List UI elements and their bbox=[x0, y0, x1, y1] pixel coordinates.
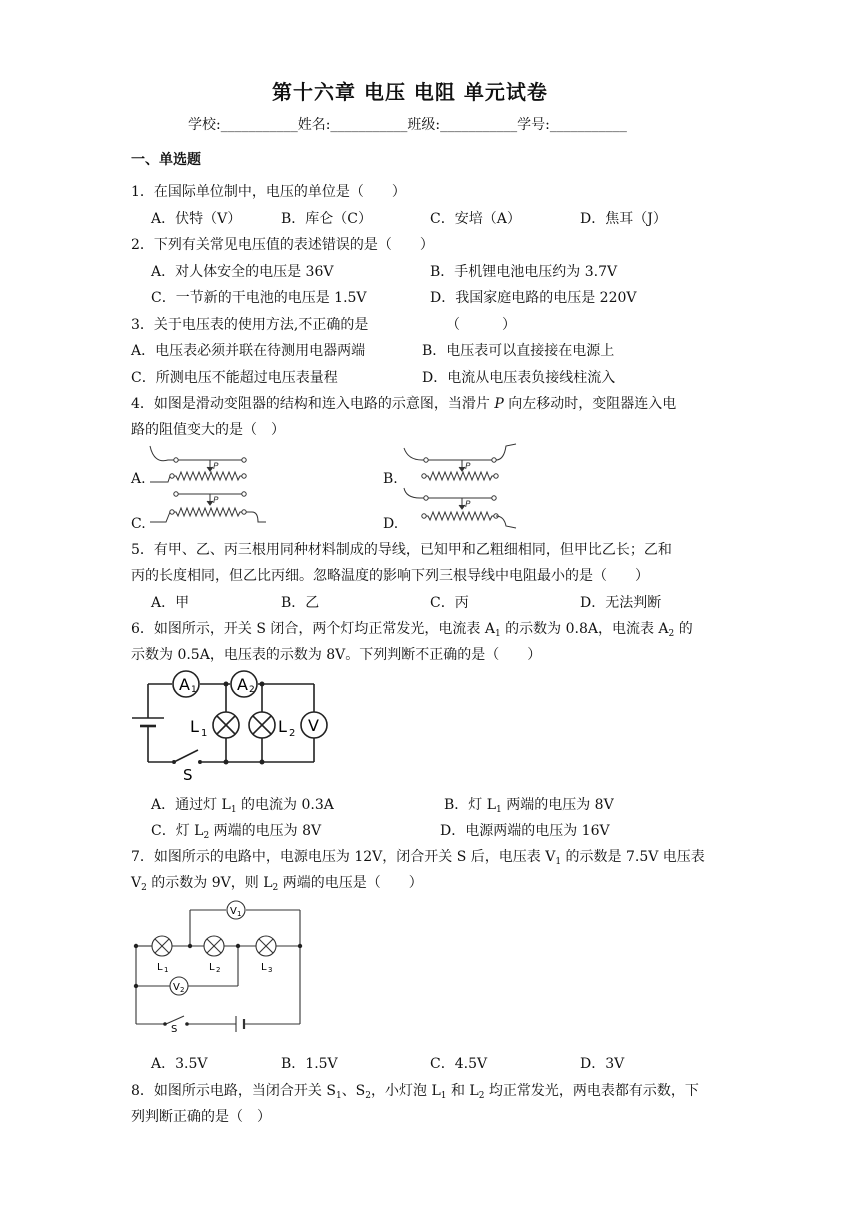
question-3-stem: 3．关于电压表的使用方法,不正确的是 bbox=[131, 317, 369, 333]
question-7-stem-line2 bbox=[131, 872, 423, 893]
question-6-option-d: D．电源两端的电压为 16V bbox=[440, 823, 610, 839]
q8-sub-3: 1 bbox=[440, 1091, 447, 1101]
ammeter-a2-label: A bbox=[237, 675, 248, 694]
q6-sub-1: 1 bbox=[494, 629, 501, 639]
question-4-stem-part1: 4．如图是滑动变阻器的结构和连入电路的示意图，当滑片 bbox=[131, 396, 495, 412]
q7-text-part2: 的示数是 7.5V 电压表 bbox=[561, 849, 705, 865]
question-1-option-a: A．伏特（V） bbox=[151, 211, 242, 227]
lamp-l2-label: L bbox=[278, 717, 287, 736]
question-4-stem-line1 bbox=[131, 393, 676, 413]
rheostat-diagram-c bbox=[148, 488, 268, 532]
lamp-l1-label: L bbox=[157, 962, 163, 973]
question-7-option-b: B．1.5V bbox=[281, 1056, 338, 1072]
question-1-option-d: D．焦耳（J） bbox=[580, 211, 667, 227]
question-8-stem-line2: 列判断正确的是（ ） bbox=[131, 1109, 271, 1125]
question-4-option-c-label: C. bbox=[131, 516, 146, 532]
question-7-option-a: A．3.5V bbox=[151, 1056, 208, 1072]
question-3-option-b: B．电压表可以直接接在电源上 bbox=[422, 343, 615, 359]
slider-p-label: P bbox=[465, 462, 471, 472]
question-3-option-d: D．电流从电压表负接线柱流入 bbox=[422, 370, 616, 386]
question-7-option-c: C．4.5V bbox=[430, 1056, 488, 1072]
lamp-l2-sub: 2 bbox=[289, 728, 296, 739]
question-5-option-b: B．乙 bbox=[281, 595, 320, 611]
question-2-stem: 2．下列有关常见电压值的表述错误的是（ ） bbox=[131, 237, 434, 253]
rheostat-diagram-b bbox=[400, 438, 520, 488]
question-1-option-b: B．库仑（C） bbox=[281, 211, 372, 227]
ammeter-a1-label: A bbox=[179, 675, 190, 694]
question-6-stem-line2: 示数为 0.5A，电压表的示数为 8V。下列判断不正确的是（ ） bbox=[131, 647, 542, 663]
q7-text-part5: 两端的电压是（ ） bbox=[278, 875, 423, 891]
q6-opt-a-part2: 的电流为 0.3A bbox=[236, 797, 334, 813]
question-2-option-d: D．我国家庭电路的电压是 220V bbox=[430, 290, 637, 306]
question-8-stem-line1 bbox=[131, 1080, 699, 1101]
q8-text-part1: 8．如图所示电路，当闭合开关 S bbox=[131, 1083, 336, 1099]
question-2-option-a: A．对人体安全的电压是 36V bbox=[151, 264, 334, 280]
student-info-line: 学校:___________姓名:___________班级:___________学号:___________ bbox=[188, 117, 627, 133]
q6-opt-a-sub: 1 bbox=[230, 805, 237, 815]
q6-sub-2: 2 bbox=[668, 629, 675, 639]
question-4-stem-part2: 向左移动时，变阻器连入电 bbox=[503, 396, 677, 412]
question-6-option-a bbox=[151, 794, 334, 815]
q8-sub-4: 2 bbox=[478, 1091, 485, 1101]
rheostat-diagram-d bbox=[400, 486, 520, 532]
q6-opt-c-sub: 2 bbox=[203, 831, 210, 841]
q8-text-part2: 、S bbox=[341, 1083, 366, 1099]
question-1-stem: 1．在国际单位制中，电压的单位是（ ） bbox=[131, 184, 406, 200]
q6-opt-b-part1: B．灯 L bbox=[444, 797, 497, 813]
voltmeter-label: V bbox=[308, 716, 319, 735]
voltmeter-v2-label: V bbox=[173, 982, 180, 993]
q7-circuit-diagram bbox=[128, 898, 308, 1032]
question-3-answer-paren: （ ） bbox=[446, 317, 516, 333]
q6-text-part1: 6．如图所示，开关 S 闭合，两个灯均正常发光，电流表 A bbox=[131, 621, 495, 637]
q6-text-part2: 的示数为 0.8A，电流表 A bbox=[500, 621, 669, 637]
question-4-option-a-label: A. bbox=[131, 471, 146, 487]
q7-text-part3: V bbox=[131, 875, 142, 891]
question-5-stem-line2: 丙的长度相同，但乙比丙细。忽略温度的影响下列三根导线中电阻最小的是（ ） bbox=[131, 568, 649, 584]
switch-s-label: S bbox=[183, 766, 193, 784]
voltmeter-v2-sub: 2 bbox=[180, 986, 185, 994]
q7-sub-1: 1 bbox=[555, 857, 562, 867]
q6-text-part3: 的 bbox=[674, 621, 693, 637]
slider-p-label: P bbox=[213, 462, 219, 472]
q6-opt-c-part1: C．灯 L bbox=[151, 823, 204, 839]
q7-text-part4: 的示数为 9V，则 L bbox=[146, 875, 273, 891]
q8-text-part4: 和 L bbox=[446, 1083, 479, 1099]
voltmeter-v1-sub: 1 bbox=[237, 910, 242, 918]
question-6-option-b bbox=[444, 794, 614, 815]
question-4-option-d-label: D. bbox=[383, 516, 399, 532]
q7-sub-2: 2 bbox=[141, 883, 147, 893]
ammeter-a2-sub: 2 bbox=[249, 685, 255, 695]
q7-text-part1: 7．如图所示的电路中，电源电压为 12V，闭合开关 S 后，电压表 V bbox=[131, 849, 556, 865]
lamp-l3-label: L bbox=[261, 962, 267, 973]
question-3-option-a: A．电压表必须并联在待测用电器两端 bbox=[131, 343, 366, 359]
question-5-option-a: A．甲 bbox=[151, 595, 190, 611]
section-title: 一、单选题 bbox=[131, 152, 201, 168]
slider-p-label: P bbox=[465, 500, 471, 510]
question-3-option-c: C．所测电压不能超过电压表量程 bbox=[131, 370, 338, 386]
question-7-stem-line1 bbox=[131, 846, 705, 867]
lamp-l1-sub: 1 bbox=[164, 966, 169, 974]
q6-opt-b-part2: 两端的电压为 8V bbox=[501, 797, 614, 813]
q6-opt-a-part1: A．通过灯 L bbox=[151, 797, 231, 813]
q6-opt-c-part2: 两端的电压为 8V bbox=[209, 823, 322, 839]
ammeter-a1-sub: 1 bbox=[191, 685, 197, 695]
q8-sub-2: 2 bbox=[365, 1091, 372, 1101]
question-1-option-c: C．安培（A） bbox=[430, 211, 521, 227]
rheostat-diagram-a bbox=[148, 442, 268, 488]
q8-text-part5: 均正常发光，两电表都有示数，下 bbox=[484, 1083, 699, 1099]
question-5-option-c: C．丙 bbox=[430, 595, 469, 611]
question-4-option-b-label: B. bbox=[383, 471, 398, 487]
q8-sub-1: 1 bbox=[335, 1091, 342, 1101]
voltmeter-v1-label: V bbox=[230, 906, 237, 917]
question-6-option-c bbox=[151, 820, 321, 841]
question-2-option-c: C．一节新的干电池的电压是 1.5V bbox=[151, 290, 367, 306]
lamp-l2-label: L bbox=[209, 962, 215, 973]
slider-p-label: P bbox=[213, 496, 219, 506]
lamp-l2-sub: 2 bbox=[216, 966, 221, 974]
lamp-l1-label: L bbox=[190, 717, 199, 736]
question-5-option-d: D．无法判断 bbox=[580, 595, 662, 611]
q6-opt-b-sub: 1 bbox=[496, 805, 502, 815]
page-title: 第十六章 电压 电阻 单元试卷 bbox=[272, 80, 548, 104]
lamp-l3-sub: 3 bbox=[268, 966, 273, 974]
switch-s-label: S bbox=[171, 1024, 178, 1032]
question-2-option-b: B．手机锂电池电压约为 3.7V bbox=[430, 264, 618, 280]
question-4-stem-line2: 路的阻值变大的是（ ） bbox=[131, 422, 285, 438]
question-7-option-d: D．3V bbox=[580, 1056, 625, 1072]
question-6-stem-line1 bbox=[131, 618, 693, 639]
slider-variable: P bbox=[494, 396, 504, 412]
lamp-l1-sub: 1 bbox=[201, 728, 208, 739]
q6-circuit-diagram bbox=[128, 668, 338, 784]
question-5-stem-line1: 5．有甲、乙、丙三根用同种材料制成的导线，已知甲和乙粗细相同，但甲比乙长；乙和 bbox=[131, 542, 672, 558]
q7-sub-3: 2 bbox=[272, 883, 279, 893]
q8-text-part3: ，小灯泡 L bbox=[371, 1083, 441, 1099]
